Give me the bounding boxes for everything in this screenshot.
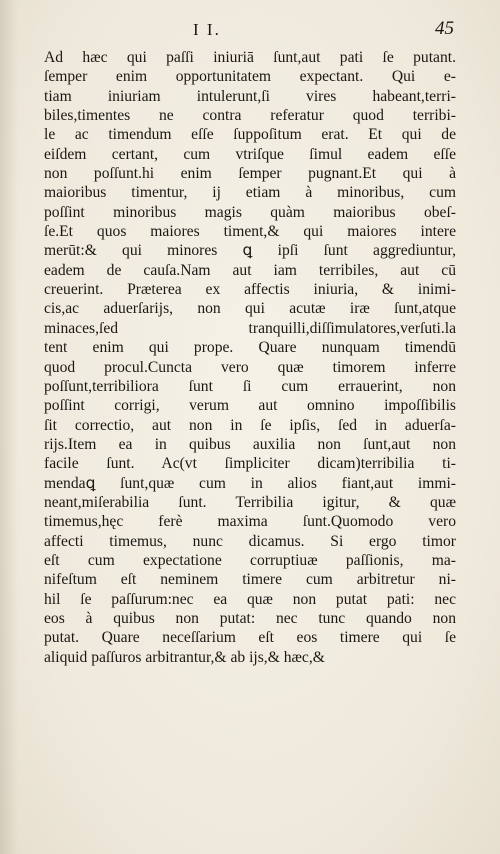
signature-mark: I I. [193, 20, 221, 39]
text-line: aliquid paſſuros arbitrantur,& ab ijs,& hæc,& [44, 648, 325, 666]
text-line: eſt cum expectatione corruptiuæ paſſionis, ma- [44, 551, 456, 569]
running-header [0, 18, 500, 42]
text-line: ſemper enim opportunitatem expectant. Qui e- [44, 68, 456, 86]
text-line: non poſſunt.hi enim ſemper pugnant.Et qui à [44, 165, 456, 183]
page-number: 45 [435, 18, 454, 39]
text-line: quod procul.Cuncta vero quæ timorem inferre [44, 358, 456, 376]
text-line: le ac timendum eſſe ſuppoſitum erat. Et qui de [44, 126, 456, 144]
text-line: poſſint minoribus magis quàm maioribus obeſ- [44, 203, 456, 221]
gutter-shadow [0, 0, 18, 854]
text-line: biles,timentes ne contra referatur quod terribi- [44, 107, 456, 125]
text-line: affecti timemus, nunc dicamus. Si ergo timor [44, 532, 456, 550]
text-line: tiam iniuriam intulerunt,ſi vires habeant,terri- [44, 87, 456, 105]
text-line: eadem de cauſa.Nam aut iam terribiles, aut cū [44, 261, 456, 279]
text-line: tent enim qui prope. Quare nunquam timendū [44, 339, 456, 357]
text-line: maioribus timentur, ij etiam à minoribus, cum [44, 184, 456, 202]
text-line: ſe.Et quos maiores timent,& qui maiores intere [44, 223, 456, 241]
text-line: poſſint corrigi, verum aut omnino impoſſibilis [44, 397, 456, 415]
text-line: mendaꝗ ſunt,quæ cum in alios fiant,aut immi- [44, 474, 456, 492]
text-line: poſſunt,terribiliora ſunt ſi cum errauerint, non [44, 377, 456, 395]
text-line: neant,miſerabilia ſunt. Terribilia igitur, & quæ [44, 493, 456, 511]
text-line: minaces,ſed tranquilli,diſſimulatores,verſuti.la [44, 319, 456, 337]
text-line: merūt:& qui minores ꝗ ipſi ſunt aggrediuntur, [44, 242, 456, 260]
text-line: eiſdem certant, cum vtriſque ſimul eadem eſſe [44, 145, 456, 163]
text-line: ſit correctio, aut non in ſe ipſis, ſed in aduerſa- [44, 416, 456, 434]
text-line: hil ſe paſſurum:nec ea quæ non putat pati: nec [44, 590, 456, 608]
text-line: facile ſunt. Ac(vt ſimpliciter dicam)terribilia ti- [44, 455, 456, 473]
text-line: eos à quibus non putat: nec tunc quando non [44, 609, 456, 627]
text-line: rijs.Item ea in quibus auxilia non ſunt,aut non [44, 435, 456, 453]
text-line: Ad hæc qui paſſi iniuriā ſunt,aut pati ſe putant. [44, 49, 456, 66]
text-line: cis,ac aduerſarijs, non qui acutæ iræ ſunt,atque [44, 300, 456, 318]
text-line: timemus,hęc ferè maxima ſunt.Quomodo vero [44, 513, 456, 531]
text-body [44, 48, 456, 667]
text-line: creuerint. Præterea ex affectis iniuria, & inimi- [44, 281, 456, 299]
text-line: putat. Quare neceſſarium eſt eos timere qui ſe [44, 629, 456, 647]
text-line: nifeſtum eſt neminem timere cum arbitretur ni- [44, 571, 456, 589]
